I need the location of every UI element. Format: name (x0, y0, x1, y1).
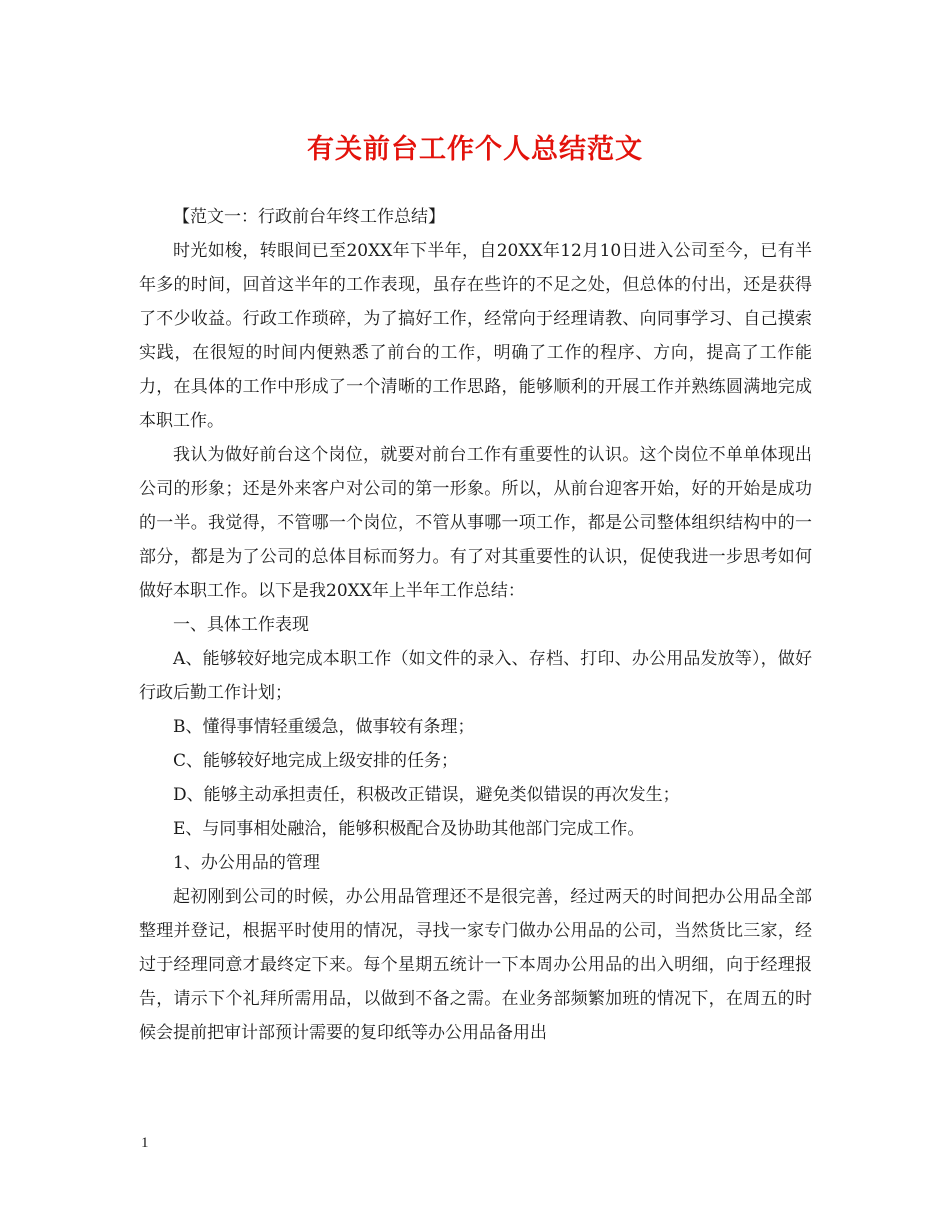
list-item-a: A、能够较好地完成本职工作（如文件的录入、存档、打印、办公用品发放等），做好行政后勤工作计划； (139, 649, 812, 703)
paragraph-1: 时光如梭，转眼间已至20XX年下半年，自20XX年12月10日进入公司至今，已有半年多的时间，回首这半年的工作表现，虽存在些许的不足之处，但总体的付出，还是获得了不少收益。行政工作琐碎，为了搞好工作，经常向于经理请教、向同事学习、自己摸索实践，在很短的时间内便熟悉了前台的工作，明确了工作的程序、方向，提高了工作能力，在具体的工作中形成了一个清晰的工作思路，能够顺利的开展工作并熟练圆满地完成本职工作。 (139, 241, 812, 431)
list-item-c: C、能够较好地完成上级安排的任务； (173, 751, 459, 771)
document-body (139, 200, 812, 1050)
document-title: 有关前台工作个人总结范文 (307, 134, 643, 165)
section-heading: 【范文一：行政前台年终工作总结】 (173, 207, 445, 227)
list-item-d: D、能够主动承担责任，积极改正错误，避免类似错误的再次发生； (173, 785, 680, 805)
list-item-b: B、懂得事情轻重缓急，做事较有条理； (173, 717, 475, 737)
heading-office-supplies: 1、办公用品的管理 (173, 853, 320, 873)
page-number: 1 (141, 1135, 149, 1151)
heading-work-performance: 一、具体工作表现 (173, 615, 309, 635)
paragraph-2: 我认为做好前台这个岗位，就要对前台工作有重要性的认识。这个岗位不单单体现出公司的形象；还是外来客户对公司的第一形象。所以，从前台迎客开始，好的开始是成功的一半。我觉得，不管哪一个岗位，不管从事哪一项工作，都是公司整体组织结构中的一部分，都是为了公司的总体目标而努力。有了对其重要性的认识，促使我进一步思考如何做好本职工作。以下是我20XX年上半年工作总结： (139, 445, 812, 601)
list-item-e: E、与同事相处融洽，能够积极配合及协助其他部门完成工作。 (173, 819, 645, 839)
paragraph-3: 起初刚到公司的时候，办公用品管理还不是很完善，经过两天的时间把办公用品全部整理并登记，根据平时使用的情况，寻找一家专门做办公用品的公司，当然货比三家，经过于经理同意才最终定下来。每个星期五统计一下本周办公用品的出入明细，向于经理报告，请示下个礼拜所需用品，以做到不备之需。在业务部频繁加班的情况下，在周五的时候会提前把审计部预计需要的复印纸等办公用品备用出 (139, 887, 812, 1043)
